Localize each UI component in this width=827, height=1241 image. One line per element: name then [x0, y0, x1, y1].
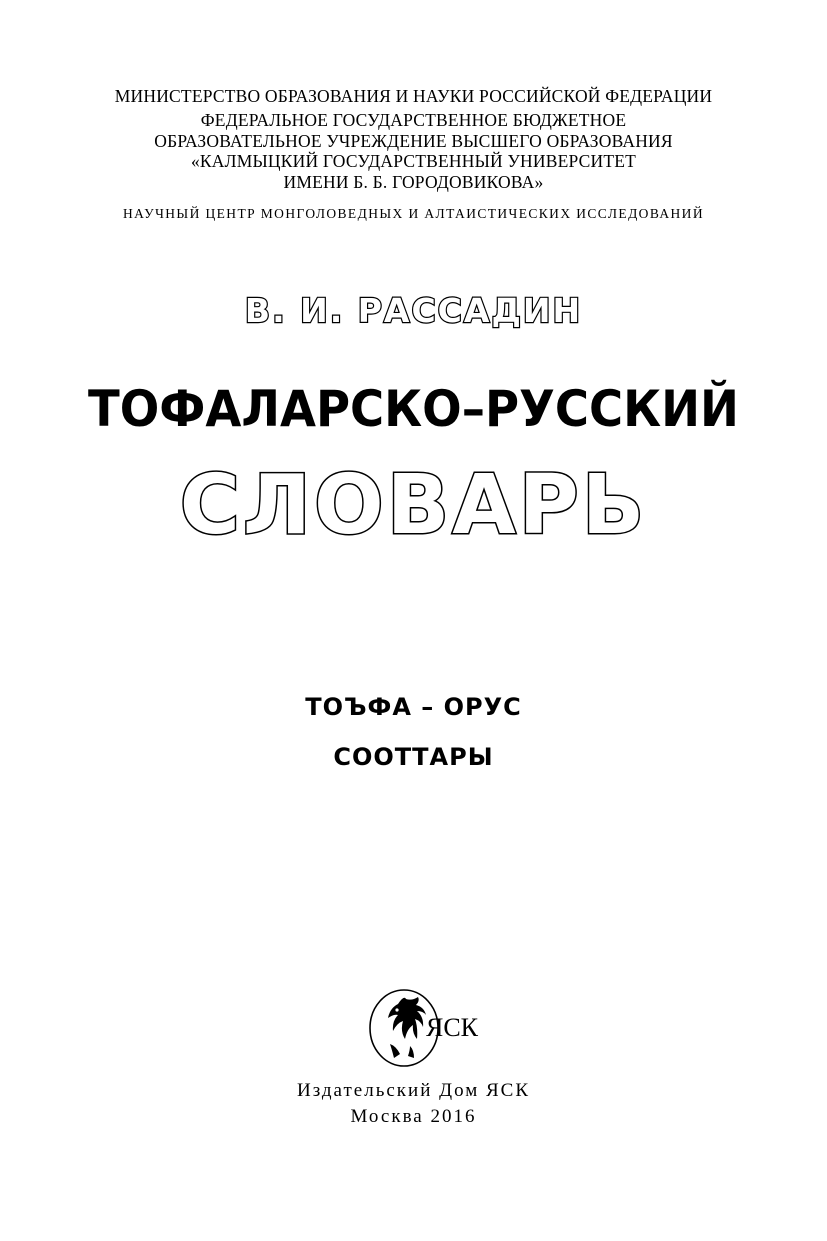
author-name: В. И. РАССАДИН — [244, 291, 583, 330]
research-center-name: НАУЧНЫЙ ЦЕНТР МОНГОЛОВЕДНЫХ И АЛТАИСТИЧЕСКИХ ИССЛЕДОВАНИЙ — [123, 206, 704, 221]
institution-line-3: «КАЛМЫЦКИЙ ГОСУДАРСТВЕННЫЙ УНИВЕРСИТЕТ — [190, 151, 637, 171]
publisher-logo — [368, 986, 488, 1070]
logo-text: ЯСК — [426, 1013, 479, 1042]
subtitle-line-1: ТОЪФА – ОРУС — [305, 693, 522, 721]
title-line-2: СЛОВАРЬ — [179, 458, 648, 553]
subtitle-line-2: СООТТАРЫ — [333, 743, 494, 771]
institution-line-2: ОБРАЗОВАТЕЛЬНОЕ УЧРЕЖДЕНИЕ ВЫСШЕГО ОБРАЗОВАНИЯ — [154, 131, 673, 151]
publication-place-year: Москва 2016 — [350, 1106, 477, 1127]
griffin-emblem-icon — [368, 986, 488, 1070]
institution-line-1: ФЕДЕРАЛЬНОЕ ГОСУДАРСТВЕННОЕ БЮДЖЕТНОЕ — [200, 110, 627, 130]
ministry-name: МИНИСТЕРСТВО ОБРАЗОВАНИЯ И НАУКИ РОССИЙСКОЙ ФЕДЕРАЦИИ — [114, 86, 713, 106]
title-line-1: ТОФАЛАРСКО–РУССКИЙ — [88, 380, 739, 438]
institution-line-4: ИМЕНИ Б. Б. ГОРОДОВИКОВА» — [283, 172, 544, 192]
publisher-name: Издательский Дом ЯСК — [296, 1080, 530, 1101]
